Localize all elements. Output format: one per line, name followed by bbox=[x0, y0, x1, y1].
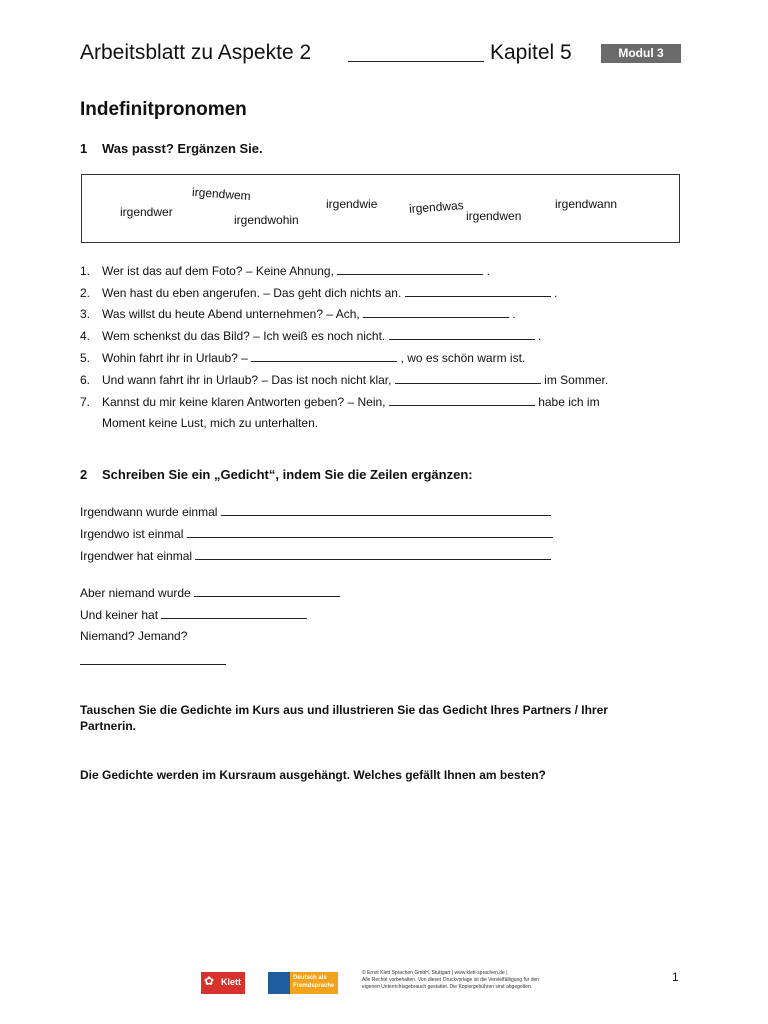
answer-blank[interactable] bbox=[389, 328, 535, 340]
daf-square-icon bbox=[268, 972, 290, 994]
poem-blank[interactable] bbox=[195, 548, 551, 560]
poem-blank[interactable] bbox=[221, 504, 551, 516]
item-text: Kannst du mir keine klaren Antworten geben? – Nein, bbox=[102, 395, 386, 409]
item-text: Wen hast du eben angerufen. – Das geht dich nichts an. bbox=[102, 286, 402, 300]
task-2-number: 2 bbox=[80, 467, 88, 482]
exercise-item bbox=[80, 372, 608, 387]
word-irgendwann: irgendwann bbox=[555, 197, 618, 211]
word-irgendwem: irgendwem bbox=[191, 184, 252, 204]
copyright-line: Alle Rechte vorbehalten. Von dieser Druckvorlage ist die Vervielfältigung für den bbox=[362, 977, 540, 983]
poem-line bbox=[80, 607, 307, 622]
page-heading: Indefinitpronomen bbox=[80, 99, 247, 120]
item-after: . bbox=[512, 307, 516, 321]
answer-blank[interactable] bbox=[337, 263, 483, 275]
item-text: Wer ist das auf dem Foto? – Keine Ahnung, bbox=[102, 264, 334, 278]
item-number: 5. bbox=[80, 351, 91, 365]
klett-logo bbox=[201, 972, 245, 994]
task-2-instruction bbox=[80, 467, 473, 482]
daf-logo-text bbox=[293, 974, 334, 990]
daf-line-1: Deutsch als bbox=[293, 975, 327, 981]
word-irgendwen: irgendwen bbox=[466, 209, 522, 223]
item-number: 1. bbox=[80, 264, 91, 278]
exercise-item bbox=[80, 328, 541, 343]
answer-blank[interactable] bbox=[405, 285, 551, 297]
poem-line-text: Irgendwo ist einmal bbox=[80, 527, 184, 541]
item-after: . bbox=[554, 286, 558, 300]
exercise-item bbox=[80, 306, 516, 321]
page-number: 1 bbox=[672, 970, 679, 984]
exercise-item-continuation: Moment keine Lust, mich zu unterhalten. bbox=[102, 416, 319, 430]
poem-blank[interactable] bbox=[194, 585, 340, 597]
item-after: . bbox=[486, 264, 490, 278]
word-irgendwohin: irgendwohin bbox=[234, 213, 299, 227]
poem-line bbox=[80, 585, 340, 600]
word-irgendwer: irgendwer bbox=[120, 205, 173, 219]
item-after: , wo es schön warm ist. bbox=[400, 351, 526, 365]
poem-line bbox=[80, 548, 551, 563]
poem-blank[interactable] bbox=[80, 664, 226, 665]
copyright-notice bbox=[362, 970, 572, 991]
item-number: 4. bbox=[80, 329, 91, 343]
word-irgendwas: irgendwas bbox=[408, 198, 465, 216]
poem-line-text: Irgendwer hat einmal bbox=[80, 549, 193, 563]
item-number: 6. bbox=[80, 373, 91, 387]
copyright-line: eigenen Unterrichtsgebrauch gestattet. Die Kopiergebühren sind abgegolten. bbox=[362, 984, 533, 990]
poem-line bbox=[80, 504, 551, 519]
poem-line-text: Irgendwann wurde einmal bbox=[80, 505, 218, 519]
item-text: Und wann fahrt ihr in Urlaub? – Das ist noch nicht klar, bbox=[102, 373, 392, 387]
exchange-note: Tauschen Sie die Gedichte im Kurs aus und illustrieren Sie das Gedicht Ihres Partners / Ihrer Partnerin. bbox=[80, 703, 608, 733]
exercise-item bbox=[80, 263, 490, 278]
item-after: im Sommer. bbox=[544, 373, 609, 387]
item-number: 3. bbox=[80, 307, 91, 321]
answer-blank[interactable] bbox=[395, 372, 541, 384]
answer-blank[interactable] bbox=[251, 350, 397, 362]
poem-blank[interactable] bbox=[161, 607, 307, 619]
answer-blank[interactable] bbox=[389, 394, 535, 406]
item-text: Wem schenkst du das Bild? – Ich weiß es noch nicht. bbox=[102, 329, 386, 343]
poem-line-text: Und keiner hat bbox=[80, 608, 159, 622]
task-1-instruction bbox=[80, 141, 263, 156]
klett-mark-icon: ✿ bbox=[204, 974, 215, 988]
worksheet-title: Arbeitsblatt zu Aspekte 2 bbox=[80, 41, 312, 64]
exercise-item bbox=[80, 285, 557, 300]
modul-badge: Modul 3 bbox=[601, 44, 681, 63]
word-irgendwie: irgendwie bbox=[326, 197, 378, 211]
exercise-item bbox=[80, 394, 600, 409]
poem-blank[interactable] bbox=[187, 526, 553, 538]
copyright-line: © Ernst Klett Sprachen GmbH, Stuttgart | www.klett-sprachen.de | bbox=[362, 970, 508, 976]
title-underline bbox=[348, 61, 484, 62]
answer-blank[interactable] bbox=[363, 306, 509, 318]
daf-logo bbox=[268, 972, 338, 994]
daf-line-2: Fremdsprache bbox=[293, 983, 335, 989]
task-1-number: 1 bbox=[80, 141, 88, 156]
poem-line-text: Aber niemand wurde bbox=[80, 586, 191, 600]
poem-line: Niemand? Jemand? bbox=[80, 629, 188, 643]
word-box bbox=[81, 174, 680, 243]
exercise-item bbox=[80, 350, 525, 365]
item-after: habe ich im bbox=[538, 395, 600, 409]
task-1-text: Was passt? Ergänzen Sie. bbox=[102, 141, 263, 156]
item-after: . bbox=[537, 329, 542, 343]
item-text: Wohin fahrt ihr in Urlaub? – bbox=[102, 351, 248, 365]
chapter-label: Kapitel 5 bbox=[490, 41, 572, 64]
task-2-text: Schreiben Sie ein „Gedicht“, indem Sie die Zeilen ergänzen: bbox=[102, 467, 473, 482]
item-number: 7. bbox=[80, 395, 91, 409]
item-text: Was willst du heute Abend unternehmen? – Ach, bbox=[102, 307, 360, 321]
klett-logo-text: Klett bbox=[221, 977, 241, 987]
poem-line bbox=[80, 526, 553, 541]
item-number: 2. bbox=[80, 286, 91, 300]
display-note: Die Gedichte werden im Kursraum ausgehängt. Welches gefällt Ihnen am besten? bbox=[80, 768, 546, 782]
